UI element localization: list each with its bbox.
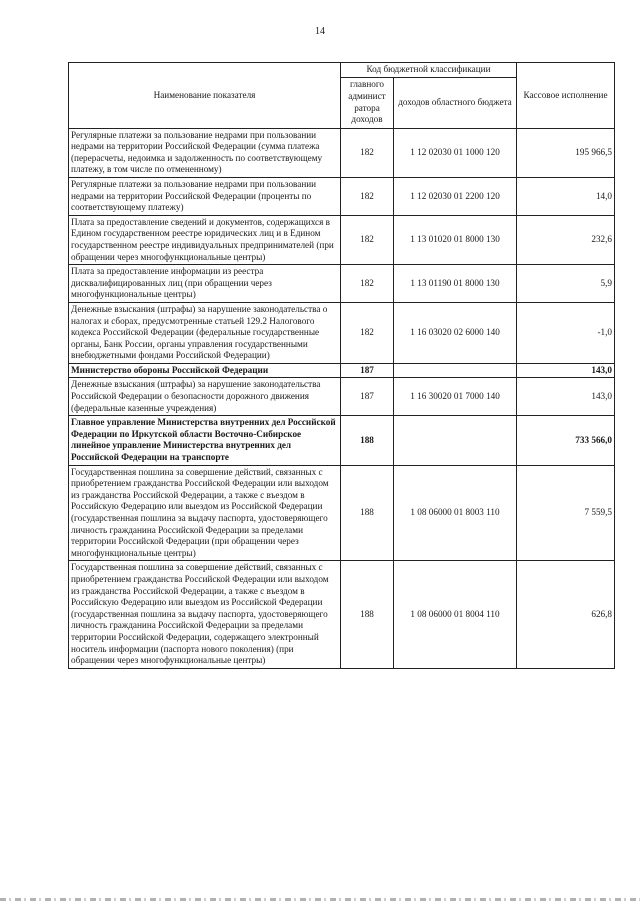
row-admin-code: 182 [341,177,394,215]
header-income-code: доходов областного бюджета [394,77,517,128]
row-amount: 626,8 [517,561,615,668]
table-row-section [69,363,615,378]
row-name: Регулярные платежи за пользование недрами при пользовании недрами на территории Российской Федерации (проценты по соответствующему платежу) [69,177,341,215]
table-row [69,465,615,561]
row-amount: 232,6 [517,215,615,264]
row-admin-code: 188 [341,561,394,668]
row-amount: 143,0 [517,378,615,416]
table-row [69,561,615,668]
scan-artifact-line [0,898,640,901]
row-name: Денежные взыскания (штрафы) за нарушение законодательства Российской Федерации о безопасности дорожного движения (федеральные казенные учреждения) [69,378,341,416]
row-amount: 195 966,5 [517,128,615,177]
section-name: Министерство обороны Российской Федерации [69,363,341,378]
row-admin-code: 187 [341,363,394,378]
header-budget-code: Код бюджетной классификации [341,63,517,78]
row-name: Плата за предоставление информации из реестра дисквалифицированных лиц (при обращении через многофункциональные центры) [69,265,341,303]
row-admin-code: 182 [341,128,394,177]
table-row [69,302,615,363]
table-row [69,378,615,416]
row-amount: 143,0 [517,363,615,378]
row-income-code: 1 08 06000 01 8003 110 [394,465,517,561]
row-name: Государственная пошлина за совершение действий, связанных с приобретением гражданства Российской Федерации или выходом из гражданства Российской Федерации, а также с въездом в Российскую Федерацию или выездом из Российской Федерации (государственная пошлина за выдачу паспорта, удостоверяющего личность гражданина Российской Федерации за пределами территории Российской Федерации (при обращении через многофункциональные центры) [69,465,341,561]
row-name: Плата за предоставление сведений и документов, содержащихся в Едином государственном реестре юридических лиц и в Едином государственном реестре индивидуальных предпринимателей (при обращении через многофункциональные центры) [69,215,341,264]
header-indicator-name: Наименование показателя [69,63,341,129]
section-name: Главное управление Министерства внутренних дел Российской Федерации по Иркутской области Восточно-Сибирское линейное управление Министерства внутренних дел Российской Федерации на транспорте [69,416,341,465]
table-row-section [69,416,615,465]
page-number: 14 [315,26,325,37]
row-admin-code: 182 [341,302,394,363]
table-row [69,265,615,303]
row-income-code: 1 12 02030 01 2200 120 [394,177,517,215]
row-amount: 14,0 [517,177,615,215]
row-name: Регулярные платежи за пользование недрами при пользовании недрами на территории Российской Федерации (сумма платежа (перерасчеты, недоимка и задолженность по соответствующему платежу, в том числе по отмененному) [69,128,341,177]
budget-table [68,62,615,669]
row-name: Денежные взыскания (штрафы) за нарушение законодательства о налогах и сборах, предусмотренные статьей 129.2 Налогового кодекса Российской Федерации (федеральные государственные органы, Банк России, органы управления государственными внебюджетными фондами Российской Федерации) [69,302,341,363]
row-admin-code: 187 [341,378,394,416]
row-income-code [394,416,517,465]
row-amount: 5,9 [517,265,615,303]
row-admin-code: 182 [341,265,394,303]
row-admin-code: 188 [341,465,394,561]
row-name: Государственная пошлина за совершение действий, связанных с приобретением гражданства Российской Федерации или выходом из гражданства Российской Федерации, а также с въездом в Российскую Федерацию или выездом из Российской Федерации (государственная пошлина за выдачу паспорта, удостоверяющего личность гражданина Российской Федерации за пределами территории Российской Федерации, содержащего электронный носитель информации (паспорта нового поколения) (при обращении через многофункциональные центры) [69,561,341,668]
header-admin-code: главного админист ратора доходов [341,77,394,128]
row-income-code: 1 16 03020 02 6000 140 [394,302,517,363]
row-income-code: 1 12 02030 01 1000 120 [394,128,517,177]
row-income-code: 1 16 30020 01 7000 140 [394,378,517,416]
table-row [69,128,615,177]
row-admin-code: 182 [341,215,394,264]
header-cash-execution: Кассовое исполнение [517,63,615,129]
row-admin-code: 188 [341,416,394,465]
row-amount: 733 566,0 [517,416,615,465]
table-row [69,215,615,264]
row-income-code [394,363,517,378]
row-amount: 7 559,5 [517,465,615,561]
row-income-code: 1 08 06000 01 8004 110 [394,561,517,668]
row-amount: -1,0 [517,302,615,363]
row-income-code: 1 13 01020 01 8000 130 [394,215,517,264]
table-row [69,177,615,215]
row-income-code: 1 13 01190 01 8000 130 [394,265,517,303]
